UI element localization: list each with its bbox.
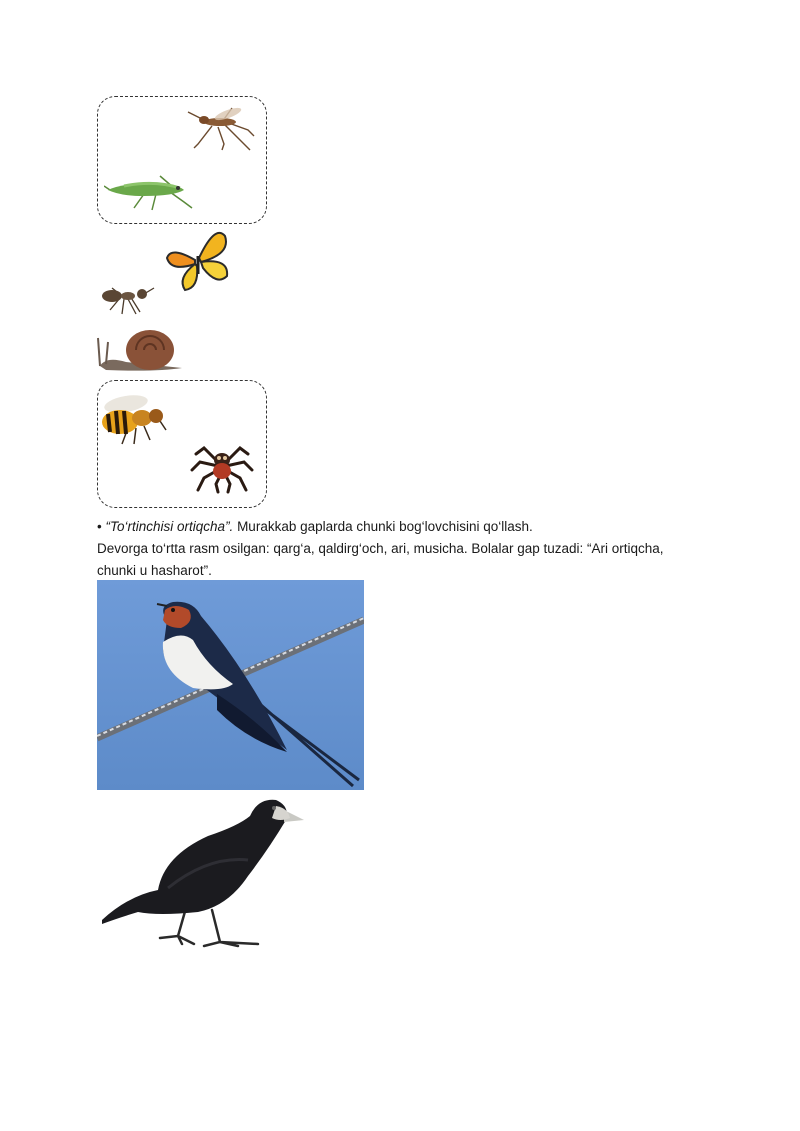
bullet: • bbox=[97, 519, 102, 534]
crow-icon bbox=[98, 796, 308, 956]
grasshopper-icon bbox=[104, 172, 196, 214]
snail-icon bbox=[96, 326, 188, 372]
exercise-subtitle: Murakkab gaplarda chunki bog‘lovchisini qo‘llash. bbox=[233, 519, 533, 534]
swallow-photo bbox=[97, 580, 364, 790]
paragraph-line-2: chunki u hasharot”. bbox=[97, 563, 212, 578]
paragraph-line-1: Devorga to‘rtta rasm osilgan: qarg‘a, qaldirg‘och, ari, musicha. Bolalar gap tuzadi: “Ari ortiqcha, bbox=[97, 541, 664, 556]
butterfly-icon bbox=[165, 228, 231, 294]
open-quote: “ bbox=[105, 519, 110, 534]
mosquito-icon bbox=[178, 100, 258, 156]
spider-icon bbox=[190, 438, 254, 494]
bee-icon bbox=[98, 394, 170, 448]
exercise-heading bbox=[97, 516, 533, 538]
close-quote: ”. bbox=[225, 519, 234, 534]
exercise-title: To‘rtinchisi ortiqcha bbox=[110, 519, 226, 534]
swallow-icon bbox=[97, 580, 364, 790]
ant-icon bbox=[100, 284, 156, 318]
